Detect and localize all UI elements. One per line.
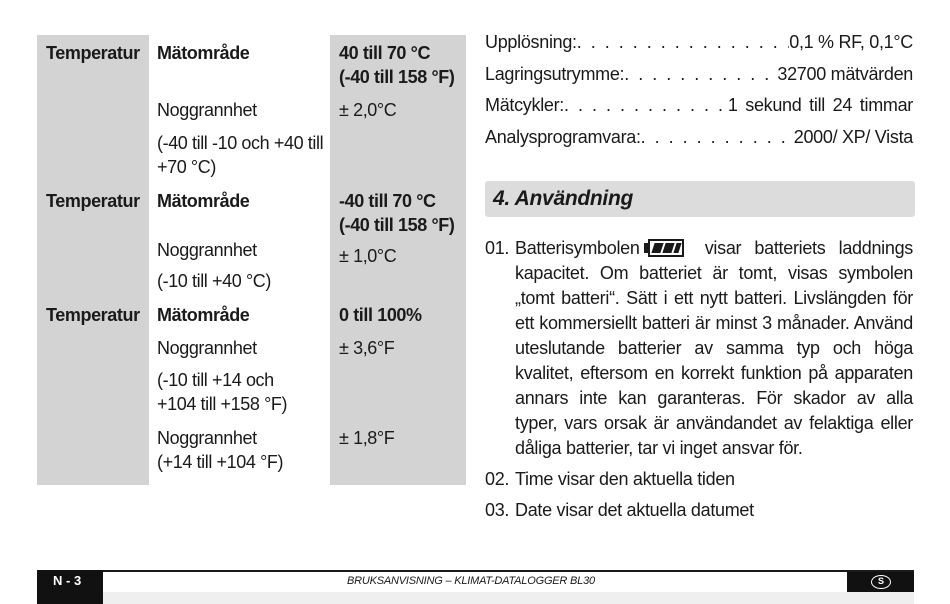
spec-label: Upplösning:	[485, 32, 577, 52]
footer-title: BRUKSANVISNING – KLIMAT-DATALOGGER BL30	[347, 575, 595, 587]
spec-value: 32700 mätvärden	[777, 64, 913, 84]
table-cell: (-10 till +40 °C)	[157, 271, 271, 291]
table-cell: (-10 till +14 och	[157, 370, 274, 390]
spec-value: 1 sekund till 24 timmar	[727, 95, 913, 115]
table-cell: Noggrannhet	[157, 338, 257, 358]
item-number: 03.	[485, 500, 510, 520]
spec-line	[485, 60, 913, 88]
table-cell: Noggrannhet	[157, 240, 257, 260]
footer-bar	[37, 592, 103, 604]
table-cell: Noggrannhet	[157, 100, 257, 120]
section-heading: 4. Användning	[485, 181, 915, 217]
country-badge	[847, 572, 914, 592]
spec-table	[37, 35, 466, 485]
list-item	[485, 467, 913, 492]
item-number: 02.	[485, 469, 510, 489]
spec-line	[485, 28, 913, 56]
table-column-shade	[37, 35, 149, 485]
country-code: S	[871, 575, 891, 589]
item-text: Date visar det aktuella datumet	[515, 500, 754, 520]
table-cell: Temperatur	[46, 43, 140, 63]
table-cell: (-40 till 158 °F)	[339, 67, 455, 87]
table-cell: +104 till +158 °F)	[157, 394, 288, 414]
battery-icon	[644, 239, 686, 257]
table-cell: (+14 till +104 °F)	[157, 452, 284, 472]
list-item	[485, 498, 913, 523]
item-text: visar batteriets laddnings kapacitet. Om batteriet är tomt, visas symbolen „tomt batteri“. Sätt i ett nytt batteri. Livslängden för ett kommersiellt batteri är minst 3 månader. Använd uteslutande batterier av samma typ och höga kvalitet, eftersom en korrekt funktion på apparaten annars inte kan garanteras. För skador av alla typer, vars orsak är användandet av felaktiga eller dåliga batterier, tar vi inget ansvar för.	[515, 238, 913, 458]
spec-label: Analysprogramvara:	[485, 127, 641, 147]
table-cell: Mätområde	[157, 191, 250, 211]
list-item	[485, 236, 913, 461]
table-cell: Temperatur	[46, 191, 140, 211]
table-cell: ± 2,0°C	[339, 100, 397, 120]
table-cell: Mätområde	[157, 305, 250, 325]
spec-line	[485, 91, 913, 119]
page-number: N - 3	[37, 570, 103, 592]
table-cell: ± 1,8°F	[339, 428, 395, 448]
spec-value: 0,1 % RF, 0,1°C	[789, 32, 913, 52]
spec-value: 2000/ XP/ Vista	[793, 127, 913, 147]
page-footer	[37, 570, 914, 604]
table-cell: (-40 till 158 °F)	[339, 215, 455, 235]
table-cell: Temperatur	[46, 305, 140, 325]
table-cell: (-40 till -10 och +40 till	[157, 133, 324, 153]
item-number: 01.	[485, 238, 510, 258]
table-cell: ± 1,0°C	[339, 246, 397, 266]
item-text: Time visar den aktuella tiden	[515, 469, 735, 489]
spec-line	[485, 123, 913, 151]
table-cell: Mätområde	[157, 43, 250, 63]
spec-label: Lagringsutrymme:	[485, 64, 625, 84]
table-cell: 0 till 100%	[339, 305, 422, 325]
item-text: Batterisymbolen	[515, 238, 640, 258]
table-cell: 40 till 70 °C	[339, 43, 431, 63]
table-cell: ± 3,6°F	[339, 338, 395, 358]
table-cell: -40 till 70 °C	[339, 191, 436, 211]
footer-band	[103, 592, 914, 604]
footer-rule	[103, 570, 914, 572]
table-cell: +70 °C)	[157, 157, 216, 177]
table-cell: Noggrannhet	[157, 428, 257, 448]
spec-label: Mätcykler:	[485, 95, 565, 115]
